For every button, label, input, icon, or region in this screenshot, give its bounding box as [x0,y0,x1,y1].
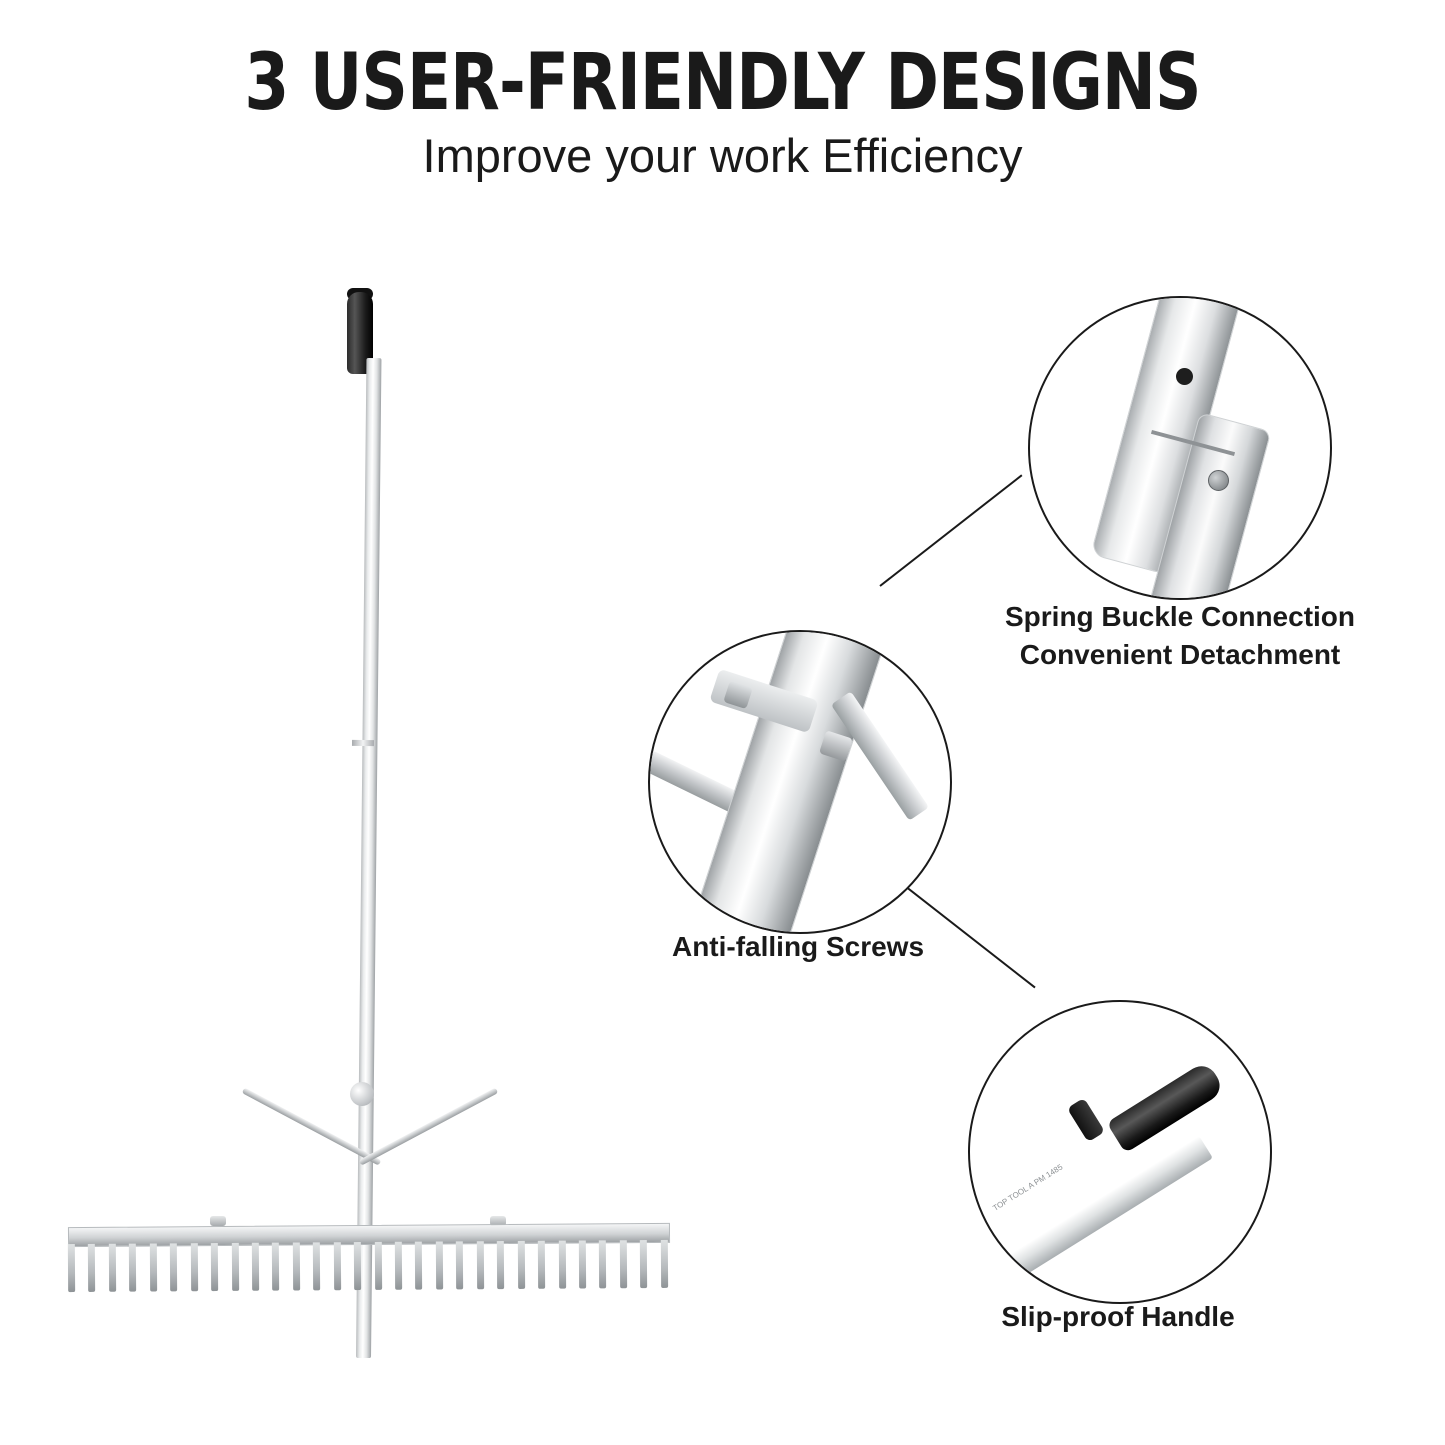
tine [272,1243,279,1291]
spring-button-hole [1176,368,1193,385]
tine [599,1240,606,1288]
tine [436,1241,443,1289]
tine [374,1242,381,1290]
tine [558,1241,565,1289]
tine [252,1243,259,1291]
tine [88,1244,95,1292]
locking-screw [1208,470,1229,491]
tine [109,1244,116,1292]
callout-slip-proof-handle [968,1000,1272,1304]
support-brace-right [359,1088,499,1166]
shaft-print-label: TOP TOOL A PM 1485 [991,1162,1065,1213]
page-subtitle: Improve your work Efficiency [422,129,1023,182]
caption-anti-falling-screws: Anti-falling Screws [671,931,925,962]
brace-foot-left [210,1216,226,1226]
brace-hub [350,1082,374,1106]
tine [293,1242,300,1290]
handle-shaft [987,1136,1213,1291]
tine [68,1244,75,1292]
tine [129,1244,136,1292]
tine [354,1242,361,1290]
callout-spring-buckle [1028,296,1332,600]
grip-collar [1067,1098,1105,1143]
caption-spring-buckle [980,598,1380,674]
caption-slip-proof-handle: Slip-proof Handle [1001,1301,1235,1332]
caption-line-1: Spring Buckle Connection [1004,601,1356,632]
tine [170,1243,177,1291]
rake-pole [356,358,381,1358]
pole-joint [352,740,374,746]
tine [395,1242,402,1290]
tine [211,1243,218,1291]
tine [497,1241,504,1289]
tine [190,1243,197,1291]
tine [150,1243,157,1291]
tine [620,1240,627,1288]
tine [538,1241,545,1289]
tine [477,1241,484,1289]
tine [231,1243,238,1291]
tine [517,1241,524,1289]
rubber-grip [1106,1060,1225,1153]
tine [579,1240,586,1288]
tine [456,1241,463,1289]
tine [313,1242,320,1290]
tine [640,1240,647,1288]
product-illustration [60,270,680,1330]
tine [660,1240,667,1288]
callout-anti-falling-screws [648,630,952,934]
leader-line-spring-buckle [879,474,1022,586]
tine [334,1242,341,1290]
caption-line-2: Convenient Detachment [1019,638,1341,670]
tine [415,1242,422,1290]
rake-tines [68,1240,668,1296]
page-title: 3 USER-FRIENDLY DESIGNS [244,38,1201,128]
